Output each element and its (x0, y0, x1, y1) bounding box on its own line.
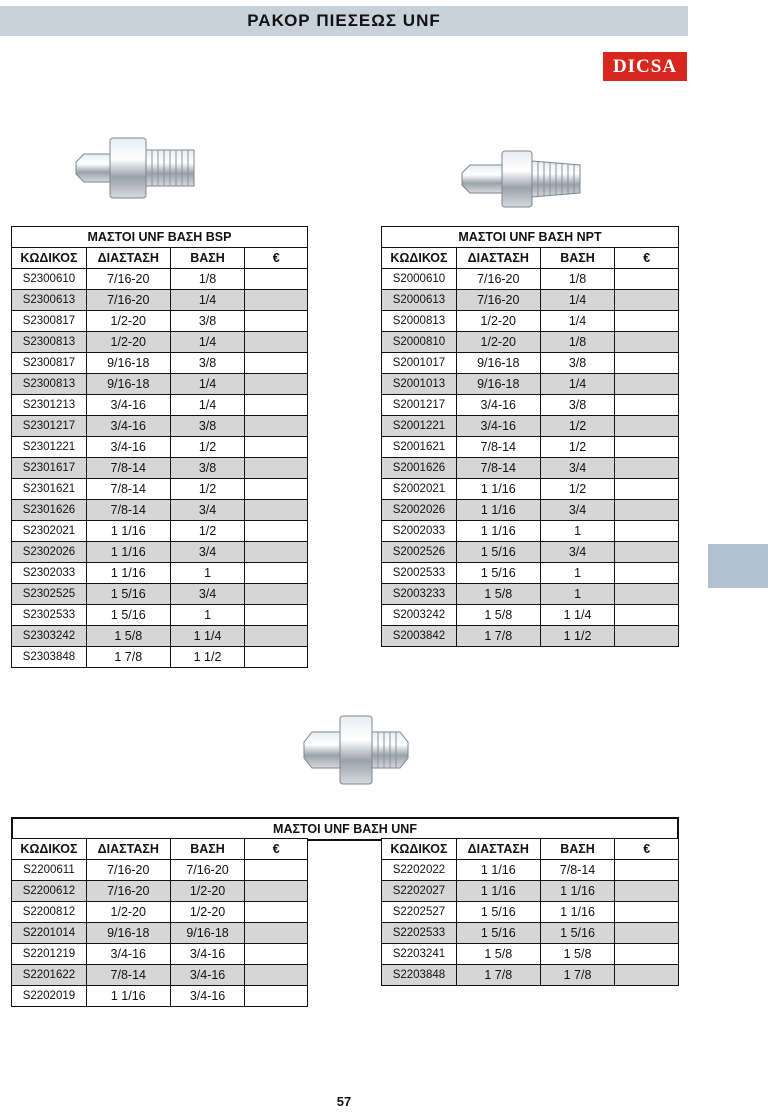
table-row (12, 626, 308, 647)
code-cell: S2000610 (382, 269, 457, 290)
price-cell (245, 395, 308, 416)
base-cell: 1 1/16 (540, 902, 615, 923)
base-cell: 3/4 (170, 584, 245, 605)
table-row (382, 437, 679, 458)
code-cell: S2303242 (12, 626, 87, 647)
base-cell: 1 1/2 (170, 647, 245, 668)
price-cell (615, 479, 679, 500)
size-cell: 3/4-16 (456, 416, 540, 437)
base-cell: 1/4 (170, 374, 245, 395)
price-cell (245, 542, 308, 563)
size-cell: 1/2-20 (86, 311, 170, 332)
base-cell: 3/4 (170, 542, 245, 563)
table-row (382, 584, 679, 605)
base-cell: 1/8 (540, 332, 615, 353)
table-row (382, 479, 679, 500)
unf-fitting-image (300, 712, 412, 788)
size-cell: 1 5/16 (86, 584, 170, 605)
size-cell: 7/16-20 (86, 881, 170, 902)
price-cell (245, 923, 308, 944)
table-row (12, 542, 308, 563)
base-cell: 7/8-14 (540, 860, 615, 881)
price-cell (615, 437, 679, 458)
size-cell: 7/8-14 (86, 479, 170, 500)
base-cell: 3/8 (170, 311, 245, 332)
code-cell: S2302533 (12, 605, 87, 626)
size-cell: 1 5/16 (456, 902, 540, 923)
base-cell: 1/4 (170, 290, 245, 311)
base-cell: 1/8 (170, 269, 245, 290)
col-header-code: ΚΩΔΙΚΟΣ (382, 248, 457, 269)
side-tab-marker (708, 544, 768, 588)
table-row (382, 521, 679, 542)
base-cell: 3/8 (170, 416, 245, 437)
table-row (12, 647, 308, 668)
col-header-size: ΔΙΑΣΤΑΣΗ (86, 839, 170, 860)
code-cell: S2300817 (12, 311, 87, 332)
size-cell: 1 5/8 (456, 584, 540, 605)
code-cell: S2002533 (382, 563, 457, 584)
table-row (382, 860, 679, 881)
table-row (12, 311, 308, 332)
col-header-price: € (615, 839, 679, 860)
code-cell: S2000613 (382, 290, 457, 311)
code-cell: S2203848 (382, 965, 457, 986)
table-row (12, 437, 308, 458)
base-cell: 1 1/4 (170, 626, 245, 647)
code-cell: S2302026 (12, 542, 87, 563)
price-cell (615, 269, 679, 290)
price-cell (615, 395, 679, 416)
size-cell: 7/8-14 (456, 437, 540, 458)
code-cell: S2002026 (382, 500, 457, 521)
code-cell: S2200812 (12, 902, 87, 923)
table-row (382, 332, 679, 353)
code-cell: S2001626 (382, 458, 457, 479)
code-cell: S2301617 (12, 458, 87, 479)
price-cell (615, 605, 679, 626)
table-row (12, 479, 308, 500)
price-cell (615, 500, 679, 521)
table-row (12, 521, 308, 542)
price-cell (245, 605, 308, 626)
code-cell: S2001013 (382, 374, 457, 395)
table-row (382, 626, 679, 647)
code-cell: S2001017 (382, 353, 457, 374)
code-cell: S2201622 (12, 965, 87, 986)
col-header-base: ΒΑΣΗ (540, 248, 615, 269)
base-cell: 1/2 (170, 479, 245, 500)
price-cell (245, 902, 308, 923)
code-cell: S2201219 (12, 944, 87, 965)
base-cell: 1 7/8 (540, 965, 615, 986)
size-cell: 1/2-20 (86, 902, 170, 923)
code-cell: S2301621 (12, 479, 87, 500)
size-cell: 1 5/16 (86, 605, 170, 626)
npt-table (381, 226, 679, 647)
base-cell: 1/2 (540, 479, 615, 500)
col-header-size: ΔΙΑΣΤΑΣΗ (456, 248, 540, 269)
code-cell: S2303848 (12, 647, 87, 668)
code-cell: S2301626 (12, 500, 87, 521)
table-row (12, 923, 308, 944)
size-cell: 1 7/8 (456, 626, 540, 647)
size-cell: 9/16-18 (86, 353, 170, 374)
size-cell: 3/4-16 (86, 437, 170, 458)
table-row (382, 290, 679, 311)
price-cell (245, 458, 308, 479)
code-cell: S2002033 (382, 521, 457, 542)
code-cell: S2201014 (12, 923, 87, 944)
table-row (382, 395, 679, 416)
base-cell: 3/8 (540, 395, 615, 416)
base-cell: 1 (170, 605, 245, 626)
base-cell: 3/4 (540, 500, 615, 521)
price-cell (245, 626, 308, 647)
table-row (382, 542, 679, 563)
price-cell (245, 521, 308, 542)
table-row (12, 881, 308, 902)
price-cell (245, 584, 308, 605)
table-row (382, 311, 679, 332)
col-header-base: ΒΑΣΗ (170, 839, 245, 860)
code-cell: S2302033 (12, 563, 87, 584)
header-band (0, 6, 688, 36)
code-cell: S2200611 (12, 860, 87, 881)
table-row (382, 500, 679, 521)
size-cell: 1 1/16 (86, 542, 170, 563)
table-row (382, 965, 679, 986)
code-cell: S2000813 (382, 311, 457, 332)
size-cell: 1 5/8 (86, 626, 170, 647)
code-cell: S2301221 (12, 437, 87, 458)
size-cell: 9/16-18 (456, 374, 540, 395)
table-row (12, 902, 308, 923)
table-row (12, 965, 308, 986)
base-cell: 1 1/4 (540, 605, 615, 626)
base-cell: 7/16-20 (170, 860, 245, 881)
col-header-code: ΚΩΔΙΚΟΣ (12, 839, 87, 860)
base-cell: 1/2 (540, 437, 615, 458)
size-cell: 9/16-18 (456, 353, 540, 374)
page-number: 57 (336, 1094, 352, 1109)
price-cell (615, 416, 679, 437)
price-cell (245, 965, 308, 986)
table-title: ΜΑΣΤΟΙ UNF ΒΑΣΗ UNF (12, 818, 678, 840)
base-cell: 1 (540, 563, 615, 584)
table-row (12, 500, 308, 521)
price-cell (615, 944, 679, 965)
price-cell (245, 986, 308, 1007)
price-cell (245, 860, 308, 881)
base-cell: 3/8 (170, 458, 245, 479)
base-cell: 3/4 (170, 500, 245, 521)
price-cell (615, 521, 679, 542)
col-header-price: € (245, 839, 308, 860)
table-row (12, 563, 308, 584)
price-cell (615, 290, 679, 311)
size-cell: 3/4-16 (86, 944, 170, 965)
price-cell (615, 626, 679, 647)
table-row (12, 290, 308, 311)
size-cell: 9/16-18 (86, 374, 170, 395)
size-cell: 7/16-20 (456, 290, 540, 311)
base-cell: 1 5/8 (540, 944, 615, 965)
price-cell (245, 881, 308, 902)
size-cell: 1 1/16 (86, 563, 170, 584)
code-cell: S2202027 (382, 881, 457, 902)
size-cell: 3/4-16 (86, 416, 170, 437)
table-row (12, 416, 308, 437)
size-cell: 1 7/8 (456, 965, 540, 986)
table-row (12, 860, 308, 881)
code-cell: S2302525 (12, 584, 87, 605)
size-cell: 1/2-20 (86, 332, 170, 353)
size-cell: 1 7/8 (86, 647, 170, 668)
table-row (12, 269, 308, 290)
code-cell: S2302021 (12, 521, 87, 542)
size-cell: 1 1/16 (86, 986, 170, 1007)
base-cell: 3/8 (170, 353, 245, 374)
price-cell (615, 353, 679, 374)
price-cell (615, 458, 679, 479)
base-cell: 1/2-20 (170, 881, 245, 902)
code-cell: S2003242 (382, 605, 457, 626)
table-row (12, 374, 308, 395)
table-row (12, 332, 308, 353)
code-cell: S2300813 (12, 332, 87, 353)
table-row (12, 584, 308, 605)
price-cell (245, 416, 308, 437)
dicsa-logo: DICSA (603, 52, 687, 81)
price-cell (245, 290, 308, 311)
code-cell: S2301213 (12, 395, 87, 416)
table-row (382, 374, 679, 395)
page-title: ΡΑΚΟΡ ΠΙΕΣΕΩΣ UNF (247, 11, 441, 30)
size-cell: 7/8-14 (86, 458, 170, 479)
size-cell: 7/8-14 (86, 965, 170, 986)
table-row (12, 986, 308, 1007)
base-cell: 1/4 (540, 374, 615, 395)
base-cell: 1/4 (170, 395, 245, 416)
col-header-code: ΚΩΔΙΚΟΣ (12, 248, 87, 269)
price-cell (615, 881, 679, 902)
table-row (382, 605, 679, 626)
size-cell: 1 5/16 (456, 923, 540, 944)
table-title: ΜΑΣΤΟΙ UNF ΒΑΣΗ BSP (12, 227, 308, 248)
price-cell (615, 332, 679, 353)
code-cell: S2300817 (12, 353, 87, 374)
price-cell (245, 437, 308, 458)
col-header-size: ΔΙΑΣΤΑΣΗ (456, 839, 540, 860)
col-header-price: € (615, 248, 679, 269)
unf-left-table (11, 838, 308, 1007)
base-cell: 3/4-16 (170, 986, 245, 1007)
size-cell: 1/2-20 (456, 311, 540, 332)
code-cell: S2003233 (382, 584, 457, 605)
code-cell: S2300813 (12, 374, 87, 395)
code-cell: S2203241 (382, 944, 457, 965)
size-cell: 7/16-20 (86, 269, 170, 290)
code-cell: S2202533 (382, 923, 457, 944)
col-header-base: ΒΑΣΗ (170, 248, 245, 269)
base-cell: 1/4 (540, 311, 615, 332)
base-cell: 1 1/16 (540, 881, 615, 902)
base-cell: 3/4 (540, 542, 615, 563)
base-cell: 1/2 (540, 416, 615, 437)
size-cell: 7/8-14 (456, 458, 540, 479)
base-cell: 3/4-16 (170, 944, 245, 965)
base-cell: 1/2 (170, 521, 245, 542)
size-cell: 9/16-18 (86, 923, 170, 944)
table-row (382, 902, 679, 923)
code-cell: S2001221 (382, 416, 457, 437)
price-cell (245, 353, 308, 374)
price-cell (245, 374, 308, 395)
price-cell (245, 311, 308, 332)
base-cell: 1/8 (540, 269, 615, 290)
size-cell: 1/2-20 (456, 332, 540, 353)
base-cell: 1 (540, 584, 615, 605)
base-cell: 1/2 (170, 437, 245, 458)
npt-fitting-image (458, 145, 586, 213)
table-row (382, 563, 679, 584)
size-cell: 7/16-20 (86, 860, 170, 881)
size-cell: 1 1/16 (456, 881, 540, 902)
col-header-size: ΔΙΑΣΤΑΣΗ (86, 248, 170, 269)
size-cell: 1 5/8 (456, 605, 540, 626)
table-row (382, 416, 679, 437)
price-cell (615, 563, 679, 584)
code-cell: S2301217 (12, 416, 87, 437)
table-row (12, 353, 308, 374)
col-header-price: € (245, 248, 308, 269)
code-cell: S2202527 (382, 902, 457, 923)
size-cell: 1 1/16 (456, 860, 540, 881)
bsp-table (11, 226, 308, 668)
table-row (382, 269, 679, 290)
code-cell: S2200612 (12, 881, 87, 902)
base-cell: 1/4 (540, 290, 615, 311)
size-cell: 1 1/16 (456, 479, 540, 500)
price-cell (615, 965, 679, 986)
table-row (12, 605, 308, 626)
price-cell (615, 902, 679, 923)
table-row (382, 881, 679, 902)
size-cell: 1 5/16 (456, 542, 540, 563)
price-cell (245, 500, 308, 521)
size-cell: 3/4-16 (86, 395, 170, 416)
price-cell (245, 332, 308, 353)
table-row (12, 395, 308, 416)
price-cell (245, 269, 308, 290)
code-cell: S2001217 (382, 395, 457, 416)
base-cell: 1 1/2 (540, 626, 615, 647)
table-row (382, 353, 679, 374)
table-row (382, 458, 679, 479)
col-header-base: ΒΑΣΗ (540, 839, 615, 860)
price-cell (245, 647, 308, 668)
code-cell: S2300613 (12, 290, 87, 311)
code-cell: S2001621 (382, 437, 457, 458)
table-title: ΜΑΣΤΟΙ UNF ΒΑΣΗ NPT (382, 227, 679, 248)
table-row (12, 944, 308, 965)
size-cell: 1 5/16 (456, 563, 540, 584)
size-cell: 1 1/16 (456, 500, 540, 521)
code-cell: S2300610 (12, 269, 87, 290)
code-cell: S2202019 (12, 986, 87, 1007)
code-cell: S2202022 (382, 860, 457, 881)
size-cell: 3/4-16 (456, 395, 540, 416)
base-cell: 9/16-18 (170, 923, 245, 944)
price-cell (245, 479, 308, 500)
price-cell (245, 944, 308, 965)
col-header-code: ΚΩΔΙΚΟΣ (382, 839, 457, 860)
base-cell: 1/2-20 (170, 902, 245, 923)
code-cell: S2002526 (382, 542, 457, 563)
code-cell: S2000810 (382, 332, 457, 353)
size-cell: 1 1/16 (456, 521, 540, 542)
table-row (382, 944, 679, 965)
table-row (382, 923, 679, 944)
price-cell (615, 923, 679, 944)
base-cell: 3/4-16 (170, 965, 245, 986)
bsp-fitting-image (70, 132, 200, 204)
size-cell: 7/8-14 (86, 500, 170, 521)
code-cell: S2002021 (382, 479, 457, 500)
base-cell: 1 5/16 (540, 923, 615, 944)
base-cell: 1 (170, 563, 245, 584)
price-cell (615, 542, 679, 563)
price-cell (615, 311, 679, 332)
table-row (12, 458, 308, 479)
unf-right-table (381, 838, 679, 986)
size-cell: 1 5/8 (456, 944, 540, 965)
base-cell: 1/4 (170, 332, 245, 353)
price-cell (615, 584, 679, 605)
size-cell: 7/16-20 (86, 290, 170, 311)
price-cell (615, 860, 679, 881)
size-cell: 1 1/16 (86, 521, 170, 542)
base-cell: 1 (540, 521, 615, 542)
base-cell: 3/8 (540, 353, 615, 374)
price-cell (615, 374, 679, 395)
code-cell: S2003842 (382, 626, 457, 647)
base-cell: 3/4 (540, 458, 615, 479)
price-cell (245, 563, 308, 584)
size-cell: 7/16-20 (456, 269, 540, 290)
